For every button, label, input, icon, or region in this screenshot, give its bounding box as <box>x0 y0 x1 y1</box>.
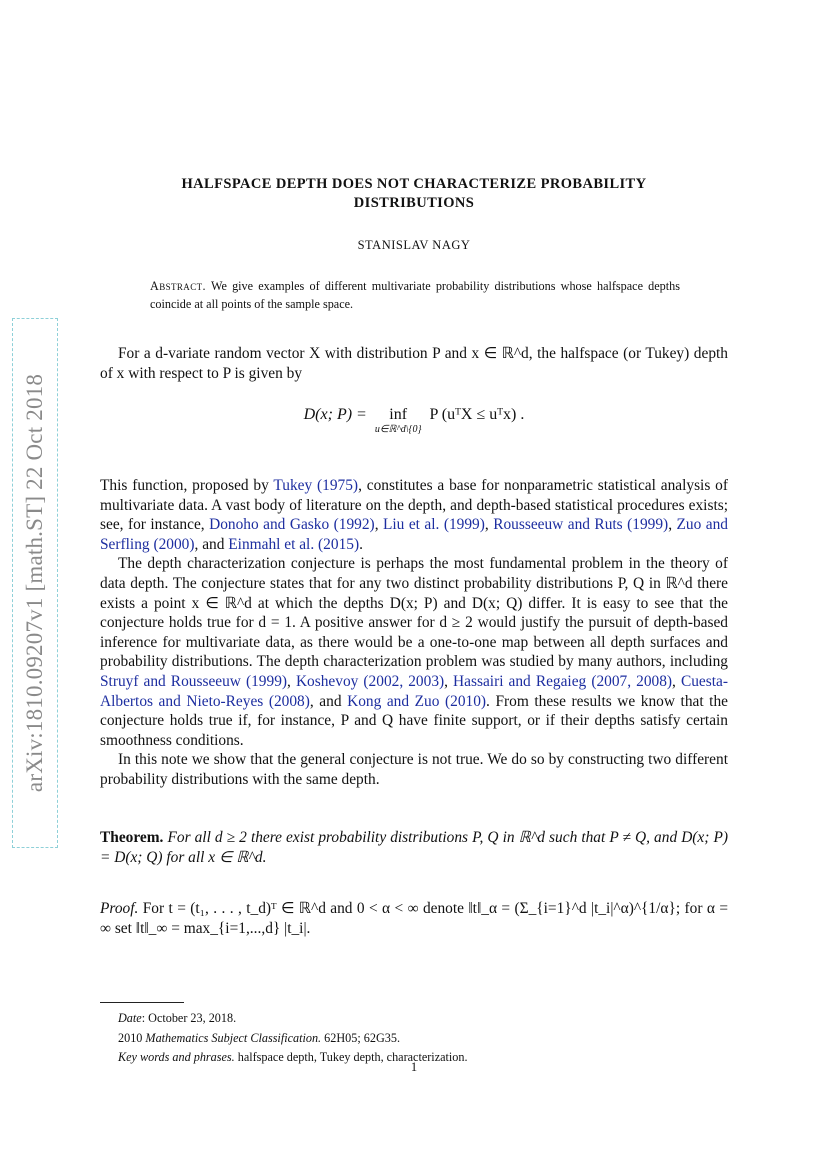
footnote-msc-value: 62H05; 62G35. <box>324 1030 400 1045</box>
cite-zuo-serfling[interactable]: Zuo and Serfling <box>100 516 728 553</box>
proof <box>100 899 728 938</box>
cite-rousseeuw-ruts-year[interactable]: (1999) <box>627 516 669 534</box>
cite-koshevoy[interactable]: Koshevoy <box>295 672 359 690</box>
proof-text: For t = (t₁, . . . , t_d)ᵀ ∈ ℝ^d and 0 < α < ∞ denote ‖t‖_α = (Σ_{i=1}^d |t_i|^α)^{1/α}; for α = ∞ set ‖t‖_∞ = max_{i=1,...,d} |t_i|. <box>100 900 728 937</box>
footnote-date <box>118 1009 718 1029</box>
cite-hassairi-regaieg[interactable]: Hassairi and Regaieg <box>453 672 587 690</box>
cite-koshevoy-year[interactable]: (2002, 2003) <box>363 672 445 690</box>
proof-paragraph <box>100 899 728 938</box>
cite-einmahl-year[interactable]: (2015) <box>318 535 360 553</box>
cite-rousseeuw-ruts[interactable]: Rousseeuw and Ruts <box>493 516 623 534</box>
formula-inf-op: inf <box>389 406 408 423</box>
arxiv-stamp <box>12 318 58 848</box>
cite-struyf-rousseeuw[interactable]: Struyf and Rousseeuw <box>100 672 241 690</box>
paragraph-conjecture: The depth characterization conjecture is perhaps the most fundamental problem in the theory of data depth. The conjecture states that for any two distinct probability distributions P, Q in ℝ^d there exists a point x ∈ ℝ^d at which the depths D(x; P) and D(x; Q) differ. It is easy to see that the conjecture holds true for d = 1. A positive answer for d ≥ 2 would justify the pursuit of depth-based inference for multivariate data, as there would be a one-to-one map between all depth surfaces and probability distributions. The depth characterization problem was studied by many authors, including Struyf and Rousseeuw (1999), Koshevoy (2002, 2003), Hassairi and Regaieg (2007, 2008), Cuesta-Albertos and Nieto-Reyes (2008), and Kong and Zuo (2010). From these results we know that the conjecture holds true if, for instance, P and Q have finite support, or if their depths satisfy certain smoothness conditions. <box>100 555 728 749</box>
title-line-1: HALFSPACE DEPTH DOES NOT CHARACTERIZE PROBABILITY <box>181 176 647 192</box>
footnote-msc-label: Mathematics Subject Classification. <box>145 1030 322 1045</box>
theorem <box>100 828 728 867</box>
formula-inf <box>375 406 422 436</box>
formula-inf-sub: u∈ℝ^d\{0} <box>374 424 422 435</box>
cite-donoho-gasko-year[interactable]: (1992) <box>333 516 375 534</box>
theorem-label: Theorem. <box>100 829 164 846</box>
theorem-text: For all d ≥ 2 there exist probability distributions P, Q in ℝ^d such that P ≠ Q, and D(x; P) = D(x; Q) for all x ∈ ℝ^d. <box>100 829 728 866</box>
cite-cuesta-albertos-year[interactable]: (2008) <box>268 692 310 710</box>
footnotes <box>118 1009 718 1068</box>
abstract <box>150 278 680 313</box>
p2-text-2: , constitutes a base for nonparametric statistical analysis of multivariate data. A vast body of literature on the depth, and depth-based statistical procedures exists; see, for instance, <box>100 477 728 534</box>
cite-zuo-serfling-year[interactable]: (2000) <box>153 535 195 553</box>
title-line-2: DISTRIBUTIONS <box>353 195 475 211</box>
cite-donoho-gasko[interactable]: Donoho and Gasko <box>209 516 330 534</box>
footnote-date-label: Date <box>118 1011 142 1025</box>
cite-liu-year[interactable]: (1999) <box>443 516 485 534</box>
cite-tukey[interactable]: Tukey <box>273 477 313 494</box>
p2-text-1: This function, proposed by <box>100 477 269 494</box>
cite-einmahl[interactable]: Einmahl et al. <box>228 535 315 553</box>
p2-text-3: , and <box>194 535 225 553</box>
cite-struyf-rousseeuw-year[interactable]: (1999) <box>245 672 288 690</box>
cite-cuesta-albertos[interactable]: Cuesta-Albertos and Nieto-Reyes <box>100 672 728 710</box>
footnote-keywords-value: halfspace depth, Tukey depth, characterization. <box>237 1050 468 1064</box>
page-number: 1 <box>410 1060 418 1074</box>
formula-rhs: P (uᵀX ≤ uᵀx) . <box>429 406 525 423</box>
cite-tukey-year[interactable]: (1975) <box>317 477 359 494</box>
p3-text-2: , and <box>309 692 342 710</box>
footnote-msc-year: 2010 <box>118 1030 143 1045</box>
formula-lhs: D(x; P) = <box>303 406 367 423</box>
paragraph-tukey: This function, proposed by Tukey (1975), constitutes a base for nonparametric statistical analysis of multivariate data. A vast body of literature on the depth, and depth-based statistical procedures exists; see, for instance, Donoho and Gasko (1992), Liu et al. (1999), Rousseeuw and Ruts (1999), Zuo and Serfling (2000), and Einmahl et al. (2015). <box>100 477 728 553</box>
abstract-label: Abstract. <box>150 279 206 293</box>
depth-formula <box>100 406 728 436</box>
abstract-text: We give examples of different multivariate probability distributions whose halfspace depths coincide at all points of the sample space. <box>150 279 680 311</box>
p3-text-1: The depth characterization conjecture is perhaps the most fundamental problem in the theory of data depth. The conjecture states that for any two distinct probability distributions P, Q in ℝ^d there exists a point x ∈ ℝ^d at which the depths D(x; P) and D(x; Q) differ. It is easy to see that the conjecture holds true for d = 1. A positive answer for d ≥ 2 would justify the pursuit of depth-based inference for multivariate data, as there would be a one-to-one map between all depth surfaces and probability distributions. The depth characterization problem was studied by many authors, including <box>100 555 728 671</box>
p3-text-3: . From these results we know that the conjecture holds true if, for instance, P and Q have finite support, or if their depths satisfy certain smoothness conditions. <box>100 692 728 749</box>
arxiv-stamp-text: arXiv:1810.09207v1 [math.ST] 22 Oct 2018 <box>22 373 47 793</box>
cite-kong-zuo[interactable]: Kong and Zuo <box>347 692 440 710</box>
proof-label: Proof. <box>100 900 139 917</box>
theorem-paragraph <box>100 828 728 867</box>
cite-kong-zuo-year[interactable]: (2010) <box>445 692 487 710</box>
cite-liu[interactable]: Liu et al. <box>383 516 440 534</box>
footnote-keywords-label: Key words and phrases. <box>118 1050 235 1064</box>
footnote-msc <box>118 1029 718 1049</box>
intro-paragraph <box>100 344 728 383</box>
main-body <box>100 476 728 790</box>
cite-hassairi-regaieg-year[interactable]: (2007, 2008) <box>591 672 673 690</box>
author: STANISLAV NAGY <box>357 238 471 252</box>
paper-title <box>100 175 728 213</box>
intro-text: For a d-variate random vector X with distribution P and x ∈ ℝ^d, the halfspace (or Tukey) depth of x with respect to P is given by <box>100 345 728 382</box>
paragraph-note: In this note we show that the general conjecture is not true. We do so by constructing two different probability distributions with the same depth. <box>100 751 728 788</box>
footnote-date-value: : October 23, 2018. <box>141 1011 237 1025</box>
footnote-rule <box>100 1002 184 1003</box>
